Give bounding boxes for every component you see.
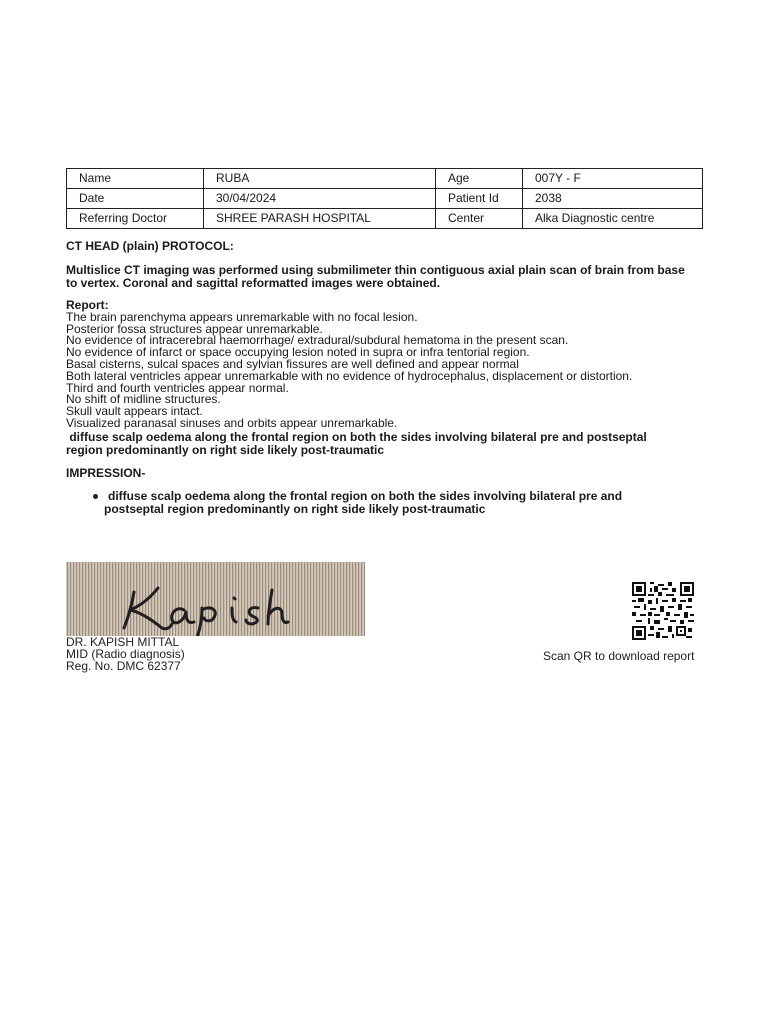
- finding-line: Both lateral ventricles appear unremarkable with no evidence of hydrocephalus, displacement or distortion.: [66, 368, 633, 383]
- name-value: RUBA: [204, 169, 436, 189]
- finding-line: No shift of midline structures.: [66, 392, 221, 407]
- center-value: Alka Diagnostic centre: [523, 209, 703, 229]
- finding-line: Posterior fossa structures appear unremarkable.: [66, 321, 323, 336]
- protocol-text: Multislice CT imaging was performed using submilimeter thin contiguous axial plain scan of brain from base to vertex. Coronal and sagittal reformatted images were obtained.: [66, 263, 685, 290]
- age-value: 007Y - F: [523, 169, 703, 189]
- report-section: [66, 300, 706, 457]
- qr-code-icon[interactable]: [632, 582, 694, 640]
- protocol-title: CT HEAD (plain) PROTOCOL:: [66, 239, 234, 253]
- finding-line: No evidence of intracerebral haemorrhage/ extradural/subdural hematoma in the present scan.: [66, 333, 569, 348]
- bold-finding-text: diffuse scalp oedema along the frontal region on both the sides involving bilateral pre and postseptal region predominantly on right side likely post-traumatic: [66, 429, 647, 457]
- patient-id-label: Patient Id: [436, 189, 523, 209]
- name-label: Name: [67, 169, 204, 189]
- impression-text: diffuse scalp oedema along the frontal region on both the sides involving bilateral pre and postseptal region predominantly on right side likely post-traumatic: [104, 489, 623, 516]
- bullet-icon: [93, 494, 98, 499]
- patient-info-table: [66, 168, 703, 229]
- finding-line: The brain parenchyma appears unremarkable with no focal lesion.: [66, 309, 418, 324]
- bold-finding: [66, 431, 676, 457]
- qr-caption: Scan QR to download report: [543, 649, 695, 663]
- patient-id-value: 2038: [523, 189, 703, 209]
- referring-doctor-label: Referring Doctor: [67, 209, 204, 229]
- report-heading: Report:: [66, 298, 109, 312]
- signature-icon: [66, 562, 365, 636]
- finding-line: Visualized paranasal sinuses and orbits appear unremarkable.: [66, 415, 398, 430]
- doctor-registration: Reg. No. DMC 62377: [66, 659, 181, 673]
- signature-image: [66, 562, 365, 636]
- date-value: 30/04/2024: [204, 189, 436, 209]
- age-label: Age: [436, 169, 523, 189]
- finding-line: Skull vault appears intact.: [66, 404, 203, 419]
- table-row: [67, 189, 703, 209]
- center-label: Center: [436, 209, 523, 229]
- finding-line: Basal cisterns, sulcal spaces and sylvian fissures are well defined and appear normal: [66, 356, 519, 371]
- finding-line: Third and fourth ventricles appear normal.: [66, 380, 289, 395]
- doctor-qualification: MID (Radio diagnosis): [66, 647, 185, 661]
- finding-line: No evidence of infarct or space occupying lesion noted in supra or infra tentorial region.: [66, 345, 530, 360]
- doctor-details: [66, 636, 185, 672]
- list-item: [94, 490, 654, 516]
- doctor-name: DR. KAPISH MITTAL: [66, 635, 180, 649]
- table-row: [67, 169, 703, 189]
- impression-list: [94, 490, 654, 516]
- referring-doctor-value: SHREE PARASH HOSPITAL: [204, 209, 436, 229]
- table-row: [67, 209, 703, 229]
- impression-title: IMPRESSION-: [66, 466, 146, 480]
- date-label: Date: [67, 189, 204, 209]
